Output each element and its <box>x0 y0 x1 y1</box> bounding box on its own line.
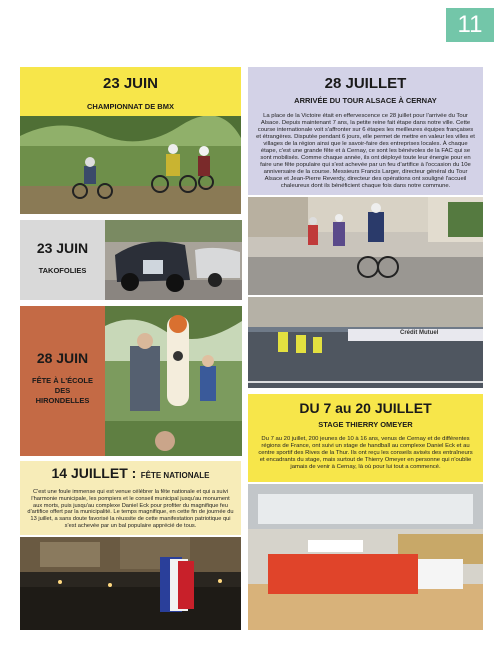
tour-banner-text: Crédit Mutuel <box>400 330 439 336</box>
takofolies-date: 23 JUIN <box>36 240 89 256</box>
takofolies-title: TAKOFOLIES <box>38 266 87 275</box>
ecole-title: FÊTE À L'ÉCOLE DES HIRONDELLES <box>32 376 93 405</box>
tour-text: La place de la Victoire était en effervescence ce 28 juillet pour l'arrivée du Tour Alsace. Depuis maintenant 7 ans, la petite reine fait étape dans notre ville. Cette course internationale voit s'affronter sur 6 étapes les meilleures équipes françaises et étrangères. Disputée pendant 6 jours, elle permet de mettre en valeur les villes et villages de la région ainsi que le savoir-faire des entreprises locales. À chaque étape, c'est une grande fête et à Cernay, ce sont les bénévoles de la FAC qui se sont mobilisés. Comme chaque année, ils ont déployé toute leur énergie pour en faire une fête populaire qui s'est achevée par un feu d'artifice à l'occasion du 10e anniversaire de la course. Messieurs Francis Larger, directeur général du Tour Alsace et Jean-Pierre Reverdy, directeur des opérations ont souligné l'accueil chaleureux dont ils bénéficient chaque fois dans notre commune. <box>256 113 475 189</box>
fete-nationale-photo <box>20 537 241 630</box>
fete-nationale-heading <box>20 465 241 483</box>
bmx-header <box>20 67 241 116</box>
stage-text: Du 7 au 20 juillet, 200 jeunes de 10 à 16 ans, venus de Cernay et de différentes régions de France, ont suivi un stage de handball au complexe Daniel Eck et au centre sportif des Rives de la Thur. Ils ont reçu les conseils avisés des entraîneurs et encadrants du stage, mais surtout de Thierry Omeyer en personne qui n'oublie jamais de venir à Cernay, là où pour lui tout a commencé. <box>258 436 473 470</box>
stage-date: DU 7 au 20 JUILLET <box>299 400 432 416</box>
tour-title: ARRIVÉE DU TOUR ALSACE À CERNAY <box>294 96 437 105</box>
tour-photo-finish <box>248 197 483 295</box>
ecole-photo <box>105 306 242 456</box>
takofolies-photo <box>105 220 242 300</box>
tour-photo-peloton <box>248 297 483 388</box>
stage-block <box>248 394 483 482</box>
fete-nationale-date: 14 JUILLET : <box>51 465 137 481</box>
bmx-photo <box>20 116 241 214</box>
takofolies-header <box>20 220 105 300</box>
fete-nationale-block <box>20 461 241 535</box>
stage-photo <box>248 484 483 630</box>
bmx-date: 23 JUIN <box>102 75 159 92</box>
page-number: 11 <box>446 8 494 42</box>
ecole-date: 28 JUIN <box>36 350 89 366</box>
stage-title: STAGE THIERRY OMEYER <box>318 420 413 429</box>
bmx-title: CHAMPIONNAT DE BMX <box>87 102 174 111</box>
tour-date: 28 JUILLET <box>324 75 407 92</box>
fete-nationale-title: FÊTE NATIONALE <box>140 471 210 480</box>
fete-nationale-text: C'est une foule immense qui est venue célébrer la fête nationale et qui a suivi l'harmonie municipale, les pompiers et le conseil municipal jusqu'au monument aux morts, puis jusqu'au complexe Daniel Eck pour profiter du magnifique feu d'artifice offert par la municipalité. Le temps magnifique, en cette fin de journée du 13 juillet, a sans doute favorisé la réussite de cette manifestation patriotique qui s'est achevée par un bal populaire apprécié de tous. <box>27 489 234 529</box>
ecole-header <box>20 306 105 456</box>
tour-block <box>248 67 483 195</box>
